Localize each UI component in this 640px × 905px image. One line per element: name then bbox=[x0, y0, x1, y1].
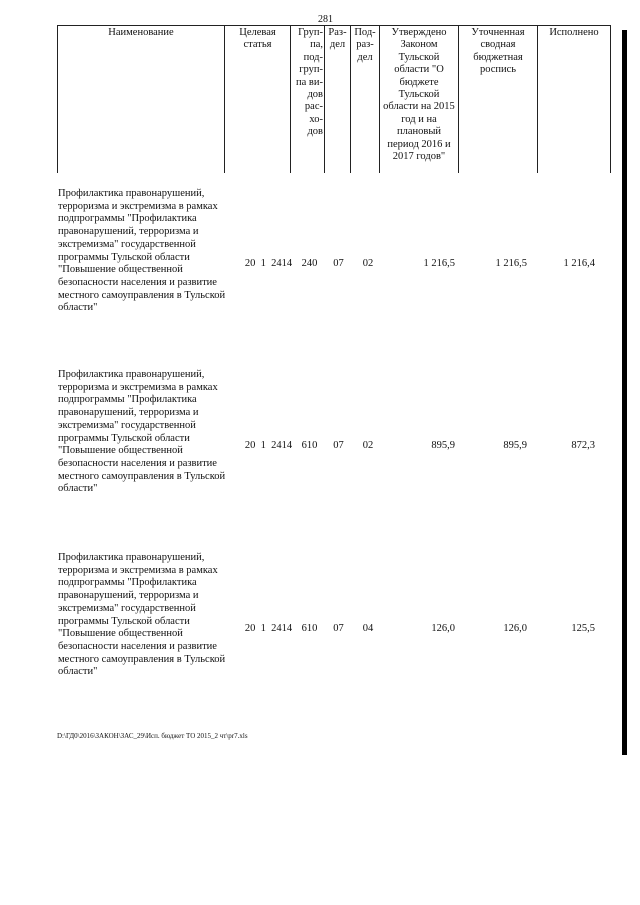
row-group: 240 bbox=[301, 258, 318, 269]
header-name: Наименование bbox=[58, 26, 225, 174]
row-group: 610 bbox=[301, 623, 318, 634]
header-refined: Уточненная сводная бюджетная роспись bbox=[459, 26, 538, 174]
row-approved: 126,0 bbox=[431, 623, 455, 634]
row-executed: 872,3 bbox=[571, 440, 595, 451]
row-target-article: 20 1 2414 bbox=[244, 258, 293, 269]
header-expense-group: Груп- па, под- груп- па ви- дов рас- хо- дов bbox=[291, 26, 325, 174]
row-refined: 895,9 bbox=[503, 440, 527, 451]
row-subsection: 02 bbox=[362, 440, 374, 451]
row-approved: 895,9 bbox=[431, 440, 455, 451]
row-target-article: 20 1 2414 bbox=[244, 440, 293, 451]
row-description: Профилактика правонарушений, терроризма и экстремизма в рамках подпрограммы "Профилактика правонарушений, терроризма и экстремизма" государственной программы Тульской области "Повышение общественной безопасности населения и развитие местного самоуправления в Тульской области" bbox=[58, 552, 226, 678]
row-refined: 126,0 bbox=[503, 623, 527, 634]
row-subsection: 04 bbox=[362, 623, 374, 634]
row-section: 07 bbox=[333, 623, 344, 634]
page-number: 281 bbox=[318, 14, 333, 25]
row-section: 07 bbox=[333, 440, 344, 451]
header-executed: Исполнено bbox=[538, 26, 611, 174]
header-section: Раз- дел bbox=[325, 26, 351, 174]
table-header bbox=[57, 25, 611, 173]
row-executed: 1 216,4 bbox=[563, 258, 595, 269]
header-approved: Утверждено Законом Тульской области "О бюджете Тульской области на 2015 год и на плановый период 2016 и 2017 годов" bbox=[380, 26, 459, 174]
file-path-footer: D:\ГД0\2016\ЗАКОН\ЗАС_29\Исп. бюджет ТО 2015_2 чт\pr7.xls bbox=[57, 732, 248, 740]
row-approved: 1 216,5 bbox=[423, 258, 455, 269]
row-refined: 1 216,5 bbox=[495, 258, 527, 269]
row-executed: 125,5 bbox=[571, 623, 595, 634]
scan-edge-bar bbox=[622, 30, 627, 755]
row-group: 610 bbox=[301, 440, 318, 451]
row-section: 07 bbox=[333, 258, 344, 269]
row-target-article: 20 1 2414 bbox=[244, 623, 293, 634]
header-subsection: Под- раз- дел bbox=[351, 26, 380, 174]
row-subsection: 02 bbox=[362, 258, 374, 269]
header-target-article: Целевая статья bbox=[225, 26, 291, 174]
row-description: Профилактика правонарушений, терроризма и экстремизма в рамках подпрограммы "Профилактика правонарушений, терроризма и экстремизма" государственной программы Тульской области "Повышение общественной безопасности населения и развитие местного самоуправления в Тульской области" bbox=[58, 188, 226, 314]
row-description: Профилактика правонарушений, терроризма и экстремизма в рамках подпрограммы "Профилактика правонарушений, терроризма и экстремизма" государственной программы Тульской области "Повышение общественной безопасности населения и развитие местного самоуправления в Тульской области" bbox=[58, 369, 226, 495]
